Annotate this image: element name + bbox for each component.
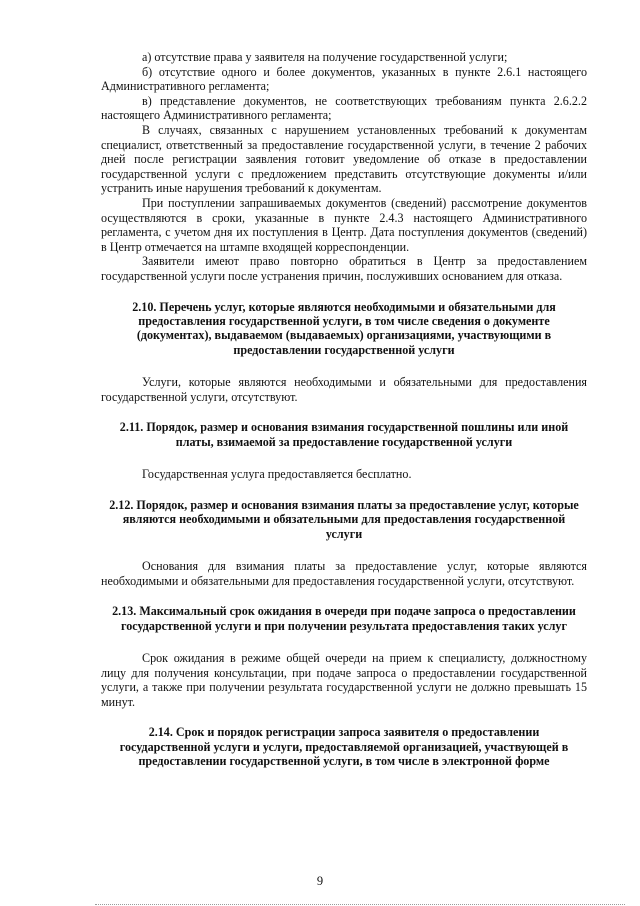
section-2-10-heading: 2.10. Перечень услуг, которые являются необходимыми и обязательными для предоставления государственной услуги, в том числе сведения о документе (документах), выдаваемом (выдаваемых) организациями, участвующими в предоставлении государственной услуги — [132, 299, 556, 357]
section-2-11-heading: 2.11. Порядок, размер и основания взимания государственной пошлины или иной платы, взимаемой за предоставление государственной услуги — [119, 420, 569, 449]
page-number: 9 — [316, 874, 324, 888]
section-2-10-text: Услуги, которые являются необходимыми и обязательными для предоставления государственной услуги, отсутствуют. — [101, 375, 587, 404]
refusal-reason-a: а) отсутствие права у заявителя на получение государственной услуги; — [142, 50, 508, 64]
paragraph-documents-received: При поступлении запрашиваемых документов (сведений) рассмотрение документов осуществляются в сроки, указанные в пункте 2.4.3 настоящего Административного регламента, с учетом дня их поступления в Центр. Дата поступления документов (сведений) в Центр отмечается на штампе входящей корреспонденции. — [101, 195, 587, 254]
section-2-13-heading: 2.13. Максимальный срок ожидания в очереди при подаче запроса о предоставлении государственной услуги и при получении результата предоставления таких услуг — [112, 604, 576, 633]
paragraph-reapply: Заявители имеют право повторно обратиться в Центр за предоставлением государственной услуги после устранения причин, послуживших основанием для отказа. — [101, 254, 587, 283]
section-2-13-text: Срок ожидания в режиме общей очереди на прием к специалисту, должностному лицу для получения консультации, при подаче запроса о предоставлении государственной услуги, а также при получении результата государственной услуги не должно превышать 15 минут. — [101, 650, 587, 709]
section-2-12-text: Основания для взимания платы за предоставление услуг, которые являются необходимыми и обязательными для предоставления государственной услуги, отсутствуют. — [101, 558, 587, 588]
section-2-11-text: Государственная услуга предоставляется бесплатно. — [142, 467, 412, 482]
paragraph-violations: В случаях, связанных с нарушением установленных требований к документам специалист, ответственный за предоставление государственной услуги, в течение 2 рабочих дней после регистрации заявления готовит уведомление об отказе в предоставлении государственной услуги с предложением представить отсутствующие документы и/или устранить иные нарушения требований к документам. — [101, 122, 587, 196]
refusal-reason-c: в) представление документов, не соответствующих требованиям пункта 2.6.2.2 настоящего Административного регламента; — [101, 93, 587, 123]
refusal-reason-b: б) отсутствие одного и более документов, указанных в пункте 2.6.1 настоящего Административного регламента; — [101, 64, 587, 94]
section-2-14-heading: 2.14. Срок и порядок регистрации запроса заявителя о предоставлении государственной услуги и услуги, предоставляемой организацией, участвующей в предоставлении государственной услуги, в том числе в электронной форме — [119, 725, 569, 769]
section-2-12-heading: 2.12. Порядок, размер и основания взимания платы за предоставление услуг, которые являются необходимыми и обязательными для предоставления государственной услуги — [109, 497, 579, 541]
document-page — [101, 50, 587, 769]
